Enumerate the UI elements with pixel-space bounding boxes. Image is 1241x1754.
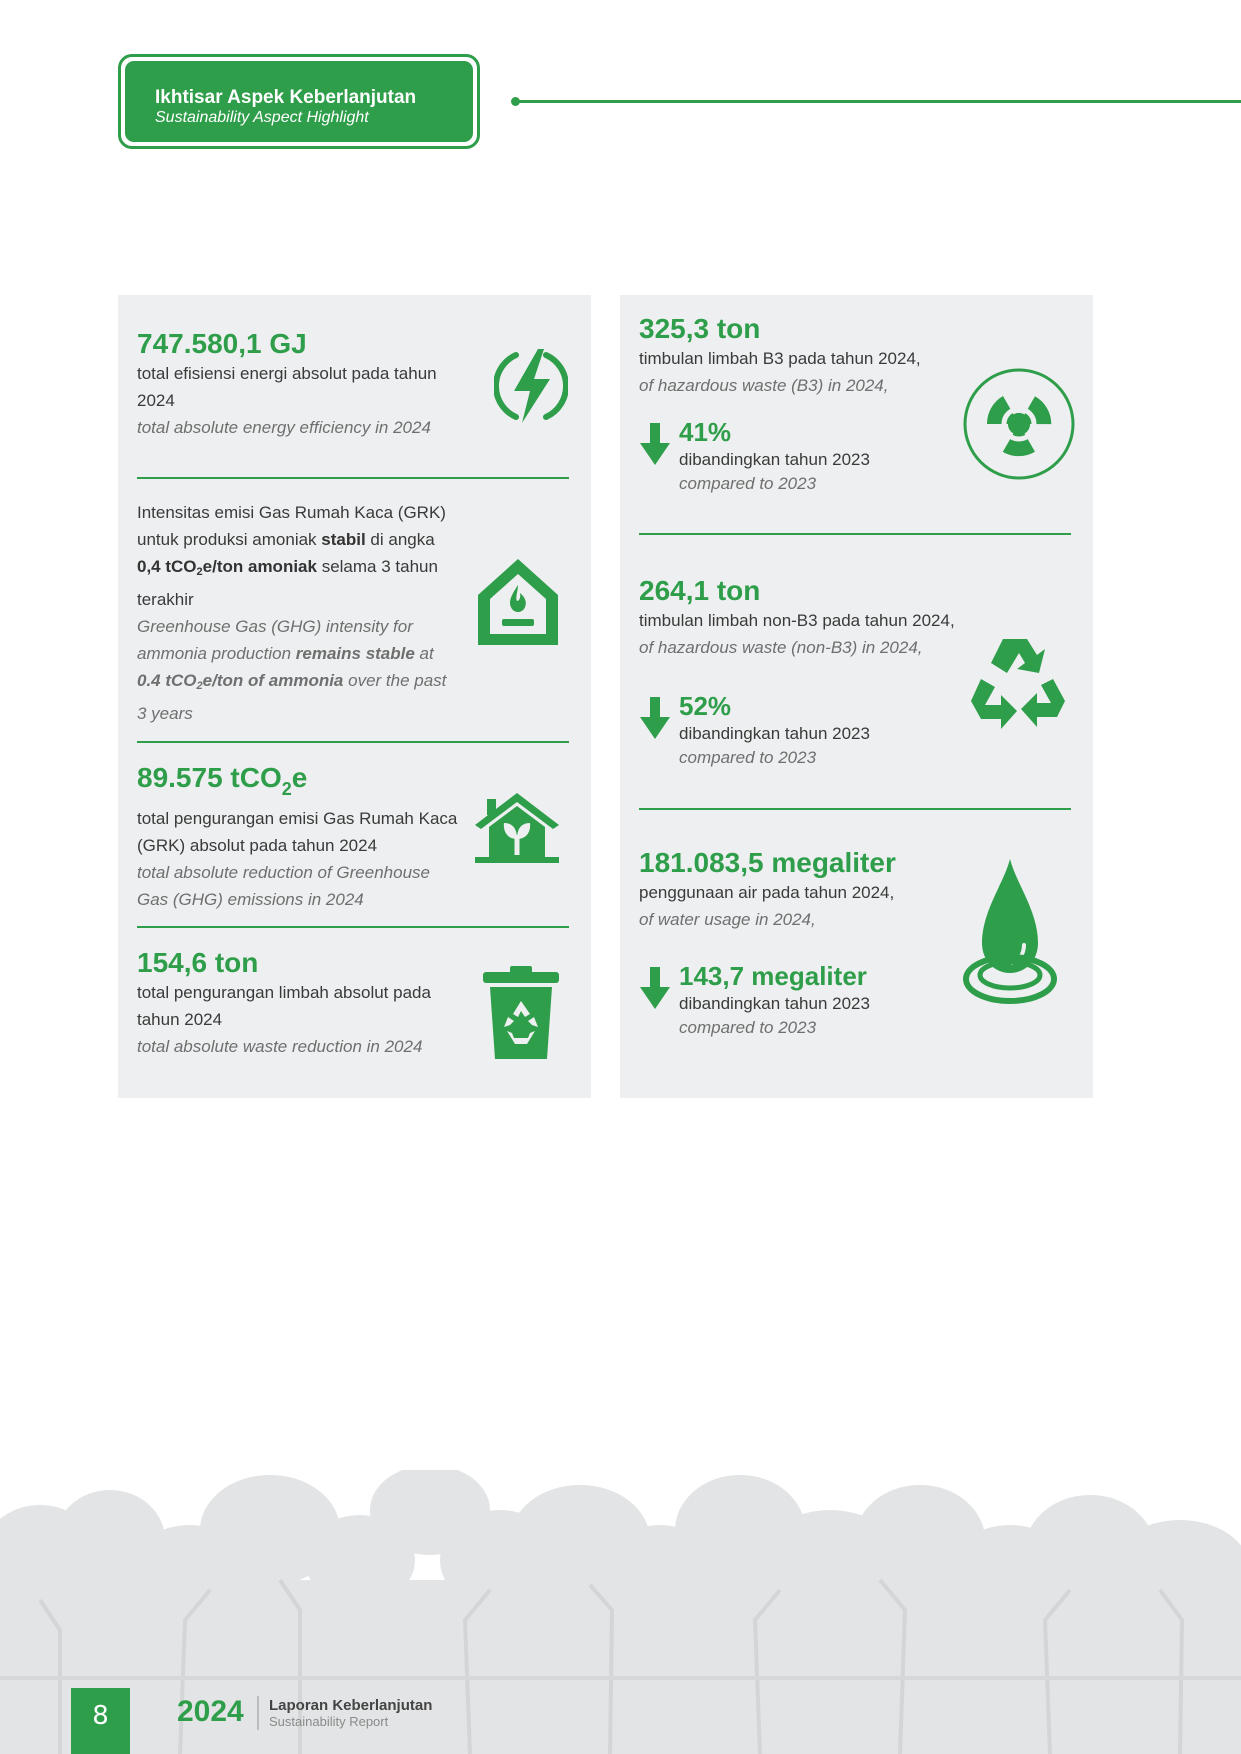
ghg-intensity-desc-en bbox=[137, 613, 457, 727]
text-part: 89.575 tCO bbox=[137, 762, 282, 793]
footer-title: Laporan Keberlanjutan bbox=[269, 1697, 433, 1714]
text-part: Intensitas emisi Gas Rumah Kaca (GRK) untuk produksi amoniak bbox=[137, 503, 446, 549]
b3-compare-en: compared to 2023 bbox=[679, 474, 817, 493]
section-title: Ikhtisar Aspek Keberlanjutan bbox=[155, 87, 417, 108]
ghg-reduction-desc-id: total pengurangan emisi Gas Rumah Kaca (GRK) absolut pada tahun 2024 bbox=[137, 809, 458, 855]
divider bbox=[639, 533, 1071, 535]
water-compare-en: compared to 2023 bbox=[679, 1018, 817, 1037]
b3-compare-id: dibandingkan tahun 2023 bbox=[679, 450, 870, 469]
divider bbox=[137, 926, 569, 928]
text-part: e/ton of ammonia bbox=[202, 671, 344, 690]
divider bbox=[639, 808, 1071, 810]
text-part: over the past 3 years bbox=[137, 671, 447, 723]
house-flame-icon bbox=[474, 555, 562, 649]
water-drop-icon bbox=[960, 857, 1060, 1007]
section-header bbox=[118, 54, 480, 149]
waste-reduction-value: 154,6 ton bbox=[137, 947, 259, 978]
water-usage-stat bbox=[639, 847, 979, 933]
ghg-reduction-desc-en: total absolute reduction of Greenhouse Gas (GHG) emissions in 2024 bbox=[137, 863, 430, 909]
text-part: di angka bbox=[365, 530, 435, 549]
non-b3-desc-id: timbulan limbah non-B3 pada tahun 2024, bbox=[639, 611, 955, 630]
lightning-icon bbox=[494, 345, 568, 427]
ghg-reduction-value bbox=[137, 762, 462, 805]
page-number: 8 bbox=[71, 1688, 130, 1754]
non-b3-comparison bbox=[679, 691, 939, 769]
waste-reduction-desc-id: total pengurangan limbah absolut pada tahun 2024 bbox=[137, 983, 431, 1029]
right-panel bbox=[620, 295, 1093, 1098]
text-part: Greenhouse Gas (GHG) intensity for ammonia production bbox=[137, 617, 413, 663]
text-part: e/ton amoniak bbox=[202, 557, 317, 576]
arrow-down-icon bbox=[639, 697, 671, 739]
ghg-reduction-stat bbox=[137, 762, 462, 913]
water-compare-id: dibandingkan tahun 2023 bbox=[679, 994, 870, 1013]
b3-percent: 41% bbox=[679, 417, 732, 447]
energy-desc-id: total efisiensi energi absolut pada tahun 2024 bbox=[137, 364, 437, 410]
section-header-inner bbox=[125, 61, 473, 142]
recycle-icon bbox=[967, 635, 1069, 733]
water-compare-value: 143,7 megaliter bbox=[679, 961, 867, 991]
non-b3-percent: 52% bbox=[679, 691, 732, 721]
b3-comparison bbox=[679, 417, 939, 495]
text-part: selama 3 tahun terakhir bbox=[137, 557, 438, 609]
subscript: 2 bbox=[196, 566, 203, 578]
footer-separator bbox=[257, 1696, 259, 1730]
b3-waste-stat bbox=[639, 313, 959, 399]
non-b3-value: 264,1 ton bbox=[639, 575, 761, 606]
radiation-icon bbox=[962, 367, 1076, 481]
water-comparison bbox=[679, 961, 979, 1039]
intensity-value-en bbox=[137, 671, 343, 690]
waste-reduction-stat bbox=[137, 947, 467, 1060]
ghg-intensity-desc-id bbox=[137, 499, 457, 613]
divider bbox=[137, 477, 569, 479]
arrow-down-icon bbox=[639, 967, 671, 1009]
house-plant-icon bbox=[473, 789, 561, 865]
intensity-value-id bbox=[137, 557, 317, 576]
text-part: at bbox=[414, 644, 434, 663]
water-desc-id: penggunaan air pada tahun 2024, bbox=[639, 883, 895, 902]
text-part: 0,4 tCO bbox=[137, 557, 197, 576]
section-subtitle: Sustainability Aspect Highlight bbox=[155, 109, 369, 126]
divider bbox=[137, 741, 569, 743]
text-bold: stabil bbox=[321, 530, 366, 549]
b3-desc-id: timbulan limbah B3 pada tahun 2024, bbox=[639, 349, 921, 368]
b3-value: 325,3 ton bbox=[639, 313, 761, 344]
energy-desc-en: total absolute energy efficiency in 2024 bbox=[137, 418, 431, 437]
recycle-bin-icon bbox=[482, 965, 560, 1061]
ghg-intensity-stat bbox=[137, 499, 457, 727]
text-part: e bbox=[291, 762, 308, 793]
non-b3-waste-stat bbox=[639, 575, 969, 661]
non-b3-compare-id: dibandingkan tahun 2023 bbox=[679, 724, 870, 743]
footer-year: 2024 bbox=[177, 1695, 244, 1728]
water-desc-en: of water usage in 2024, bbox=[639, 910, 816, 929]
water-value: 181.083,5 megaliter bbox=[639, 847, 896, 878]
subscript: 2 bbox=[281, 779, 292, 799]
text-bold: remains stable bbox=[295, 644, 415, 663]
energy-stat bbox=[137, 328, 467, 441]
arrow-down-icon bbox=[639, 423, 671, 465]
non-b3-desc-en: of hazardous waste (non-B3) in 2024, bbox=[639, 638, 923, 657]
left-panel bbox=[118, 295, 591, 1098]
energy-value: 747.580,1 GJ bbox=[137, 328, 307, 359]
waste-reduction-desc-en: total absolute waste reduction in 2024 bbox=[137, 1037, 423, 1056]
subscript: 2 bbox=[196, 680, 203, 692]
text-part: 0.4 tCO bbox=[137, 671, 197, 690]
b3-desc-en: of hazardous waste (B3) in 2024, bbox=[639, 376, 889, 395]
non-b3-compare-en: compared to 2023 bbox=[679, 748, 817, 767]
footer-subtitle: Sustainability Report bbox=[269, 1714, 389, 1729]
header-line bbox=[515, 100, 1241, 103]
